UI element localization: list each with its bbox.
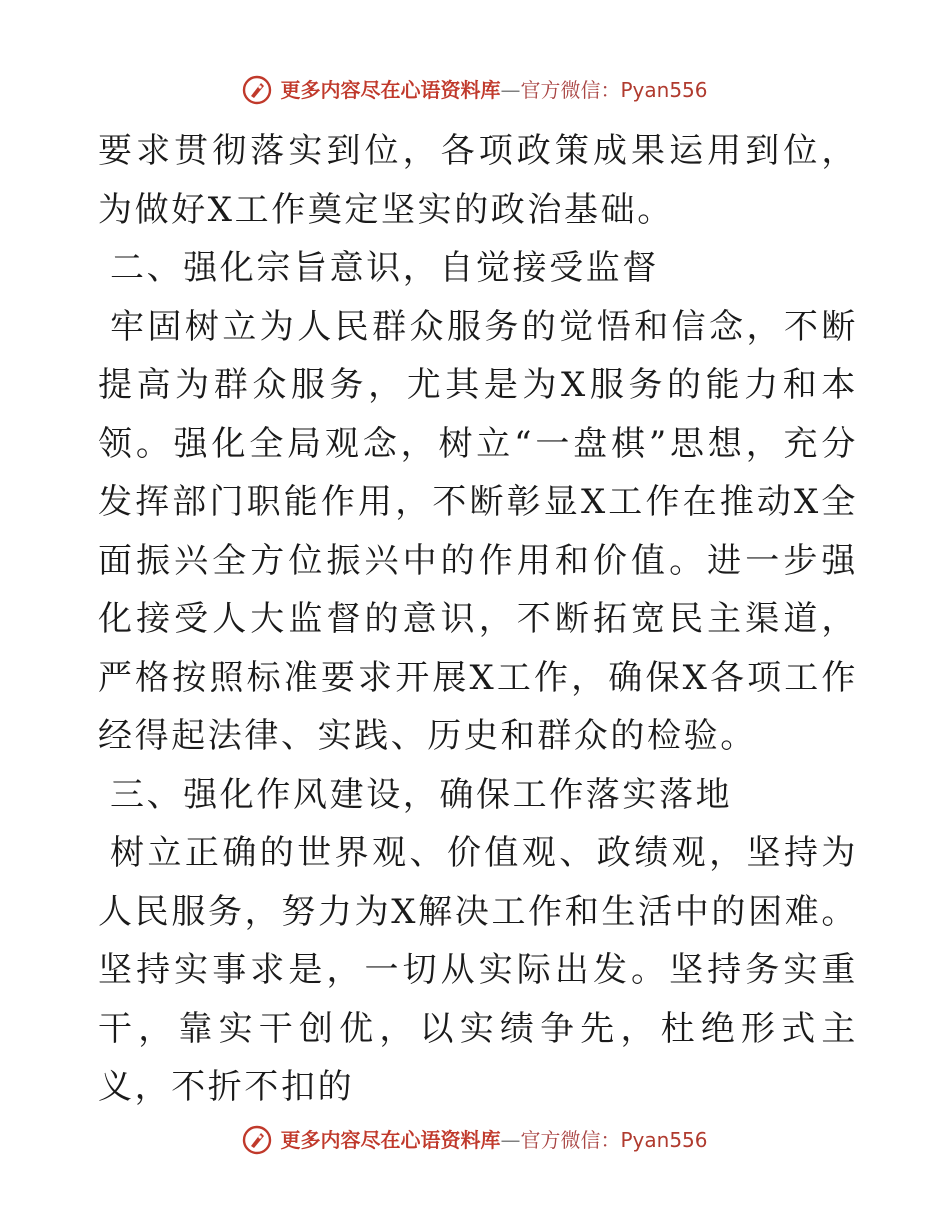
pen-nib-logo-icon (242, 1125, 272, 1155)
watermark-wechat-id: Pyan556 (620, 78, 708, 102)
watermark-dash: — (500, 78, 521, 102)
watermark-wechat-label: 官方微信： (520, 1128, 621, 1152)
watermark-main-text: 更多内容尽在心语资料库 (280, 78, 501, 102)
watermark-wechat-id: Pyan556 (620, 1128, 708, 1152)
pen-nib-logo-icon (242, 75, 272, 105)
document-body (98, 122, 858, 1117)
paragraph-3: 树立正确的世界观、价值观、政绩观，坚持为人民服务，努力为X解决工作和生活中的困难。坚持实事求是，一切从实际出发。坚持务实重干，靠实干创优，以实绩争先，杜绝形式主义，不折不扣的 (98, 833, 858, 1107)
watermark-dash: — (500, 1128, 521, 1152)
watermark-main-text: 更多内容尽在心语资料库 (280, 1128, 501, 1152)
paragraph-2: 牢固树立为人民群众服务的觉悟和信念，不断提高为群众服务，尤其是为X服务的能力和本领。强化全局观念，树立“一盘棋”思想，充分发挥部门职能作用，不断彰显X工作在推动X全面振兴全方位振兴中的作用和价值。进一步强化接受人大监督的意识，不断拓宽民主渠道，严格按照标准要求开展X工作，确保X各项工作经得起法律、实践、历史和群众的检验。 (98, 306, 858, 756)
footer-watermark (0, 1120, 950, 1160)
section-heading-3: 三、强化作风建设，确保工作落实落地 (110, 774, 733, 815)
watermark-wechat-label: 官方微信： (520, 78, 621, 102)
paragraph-1: 要求贯彻落实到位，各项政策成果运用到位，为做好X工作奠定坚实的政治基础。 (98, 131, 858, 230)
section-heading-2: 二、强化宗旨意识，自觉接受监督 (110, 248, 659, 288)
header-watermark (0, 70, 950, 110)
